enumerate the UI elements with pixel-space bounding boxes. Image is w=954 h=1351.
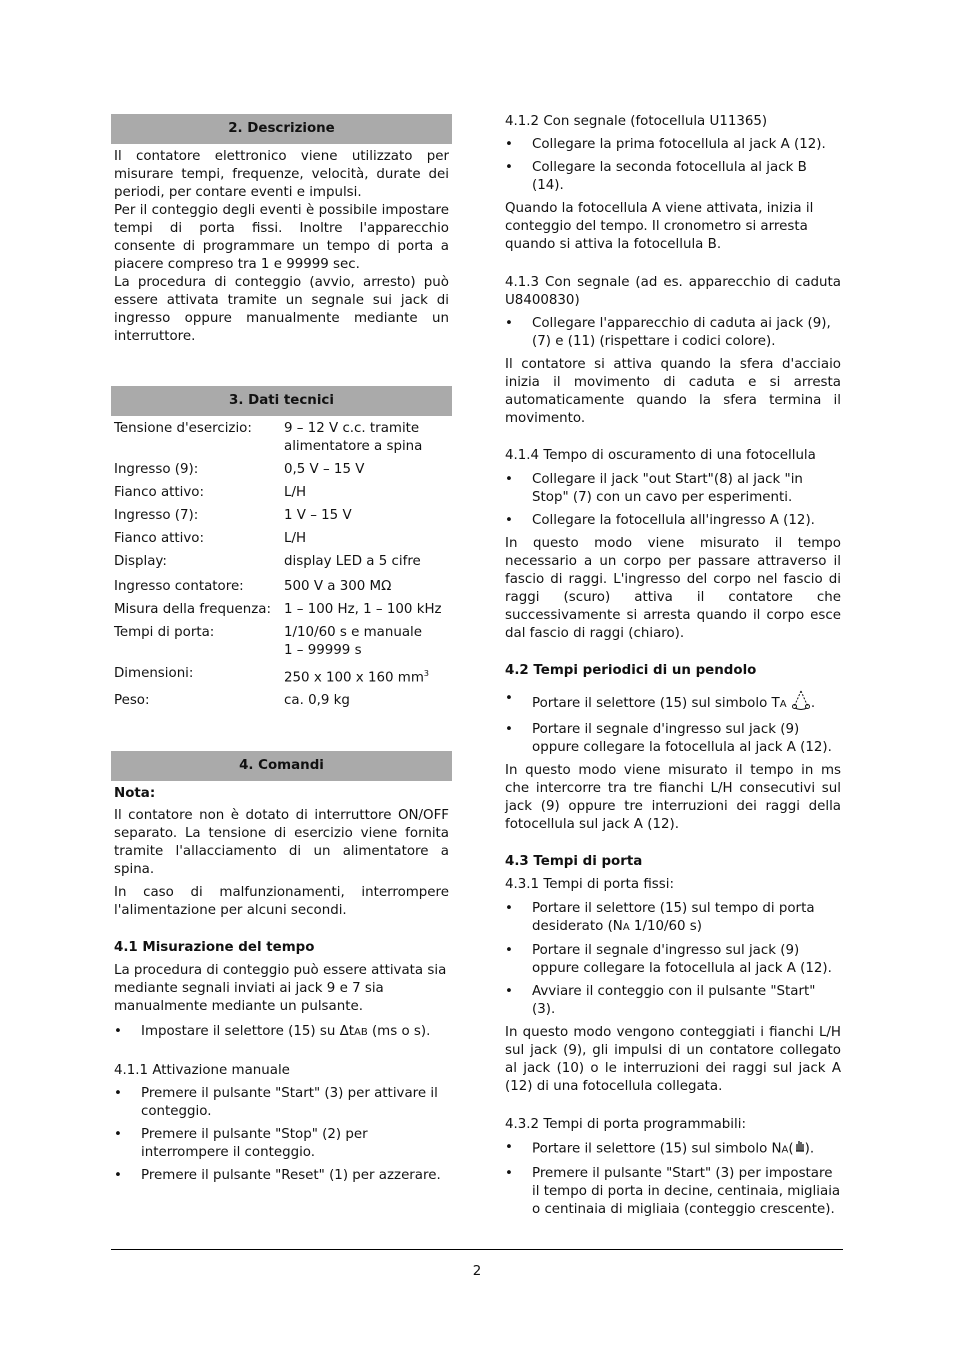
section-4-3-1-paragraph: In questo modo vengono conteggiati i fianchi L/H sul jack (9), gli impulsi di un contatore collegato al jack (10) o le interruzioni dei raggi sul jack A (12) di una fotocellula collegata. [505, 1025, 841, 1094]
section-4-3-1-title: 4.3.1 Tempi di porta fissi: [505, 877, 674, 892]
footer-divider [111, 1249, 843, 1250]
spec-row [114, 461, 449, 479]
descrizione-paragraph-2: Per il conteggio degli eventi è possibile impostare tempi di porta fissi. Inoltre l'apparecchio consente di programmare un tempo di porta a piacere compreso tra 1 e 99999 sec. [114, 203, 449, 272]
section-4-1-4-paragraph: In questo modo viene misurato il tempo necessario a un corpo per passare attraverso il fascio di raggi. L'ingresso del corpo nel fascio di raggi (scuro) attiva il contatore che successivamente si arresta quando il corpo esce dal fascio di raggi (chiaro). [505, 536, 841, 641]
list-item: • Premere il pulsante "Start" (3) per impostare il tempo di porta in decine, centinaia, migliaia o centinaia di migliaia (conteggio crescente). [505, 1165, 841, 1219]
spec-label: Ingresso contatore: [114, 579, 244, 594]
spec-label: Ingresso (7): [114, 508, 199, 523]
spec-row [114, 484, 449, 502]
spec-value: ca. 0,9 kg [284, 693, 350, 709]
section-4-1-3-paragraph: Il contatore si attiva quando la sfera d'acciaio inizia il movimento di caduta e si arresta automaticamente quando la sfera termina il movimento. [505, 357, 841, 426]
spec-row [114, 530, 449, 548]
list-item: • Collegare l'apparecchio di caduta ai jack (9), (7) e (11) (rispettare i codici colore). [505, 315, 841, 351]
list-item: • Collegare la prima fotocellula al jack A (12). [505, 136, 841, 154]
list-item: • Impostare il selettore (15) su ΔtAB (ms o s). [114, 1023, 449, 1042]
specs-table [111, 420, 452, 710]
page-number: 2 [472, 1264, 482, 1279]
list-item: • Premere il pulsante "Reset" (1) per azzerare. [114, 1167, 449, 1185]
section-4-2-title: 4.2 Tempi periodici di un pendolo [505, 663, 757, 678]
list-item: • Portare il selettore (15) sul tempo di porta desiderato (NA 1/10/60 s) [505, 900, 841, 937]
list-item: • Premere il pulsante "Stop" (2) per interrompere il conteggio. [114, 1126, 449, 1162]
spec-label: Peso: [114, 693, 150, 709]
spec-value: L/H [284, 485, 307, 500]
section-4-1-2-paragraph: Quando la fotocellula A viene attivata, inizia il conteggio del tempo. Il cronometro si arresta quando si attiva la fotocellula B. [505, 201, 814, 252]
left-column [111, 114, 452, 1185]
section-4-1-2-title: 4.1.2 Con segnale (fotocellula U11365) [505, 114, 768, 129]
spec-value: display LED a 5 cifre [284, 554, 421, 569]
spec-row [114, 420, 449, 456]
spec-row [114, 578, 449, 596]
section-4-3-title: 4.3 Tempi di porta [505, 854, 643, 869]
spec-label: Dimensioni: [114, 666, 194, 681]
list-item: • Portare il segnale d'ingresso sul jack (9) oppure collegare la fotocellula al jack A (12). [505, 721, 841, 757]
spec-row [114, 553, 449, 571]
spec-value: 0,5 V – 15 V [284, 462, 365, 477]
section-4-2-paragraph: In questo modo viene misurato il tempo in ms che intercorre tra tre fianchi L/H consecutivi sul jack (9) oppure tre interruzioni dei raggi della fotocellula sul jack A (12). [505, 763, 841, 832]
spec-value: L/H [284, 531, 307, 546]
section-header-comandi: 4. Comandi [111, 751, 452, 781]
section-4-1-paragraph: La procedura di conteggio può essere attivata sia mediante segnali inviati ai jack 9 e 7 sia manualmente mediante un pulsante. [114, 963, 447, 1015]
list-item: • Portare il selettore (15) sul simbolo NA( ). [505, 1139, 841, 1160]
descrizione-paragraph-3: La procedura di conteggio (avvio, arresto) può essere attivata tramite un segnale sui jack di ingresso oppure manualmente mediante un interruttore. [114, 275, 449, 344]
spec-value: 500 V a 300 MΩ [284, 579, 392, 594]
list-item: • Collegare la seconda fotocellula al jack B (14). [505, 159, 841, 195]
spec-label: Fianco attivo: [114, 485, 205, 500]
spec-label: Misura della frequenza: [114, 602, 271, 617]
section-header-dati-tecnici: 3. Dati tecnici [111, 386, 452, 416]
spec-row [114, 601, 449, 619]
spec-label: Tensione d'esercizio: [114, 421, 252, 436]
section-header-descrizione: 2. Descrizione [111, 114, 452, 144]
spec-value: 1 – 100 Hz, 1 – 100 kHz [284, 602, 442, 617]
section-4-1-1-title: 4.1.1 Attivazione manuale [114, 1063, 290, 1079]
section-4-1-title: 4.1 Misurazione del tempo [114, 940, 315, 956]
list-item: • Portare il selettore (15) sul simbolo TA . [505, 690, 841, 716]
list-item: • Collegare il jack "out Start"(8) al jack "in Stop" (7) con un cavo per esperimenti. [505, 471, 841, 507]
list-item: • Collegare la fotocellula all'ingresso A (12). [505, 512, 841, 530]
spec-row [114, 624, 449, 660]
list-item: • Avviare il conteggio con il pulsante "Start" (3). [505, 983, 841, 1019]
spec-label: Tempi di porta: [114, 625, 215, 640]
list-item: • Premere il pulsante "Start" (3) per attivare il conteggio. [114, 1085, 449, 1121]
nota-label: Nota: [114, 786, 156, 802]
nota-paragraph-1: Il contatore non è dotato di interruttore ON/OFF separato. La tensione di esercizio viene fornita tramite l'allacciamento di un alimentatore a spina. [114, 808, 449, 878]
spec-label: Display: [114, 554, 167, 569]
section-4-1-4-title: 4.1.4 Tempo di oscuramento di una fotocellula [505, 448, 816, 463]
spec-row [114, 692, 449, 710]
spec-row [114, 507, 449, 525]
spec-value: 1 V – 15 V [284, 508, 352, 523]
hand-icon [794, 1139, 805, 1158]
spec-row [114, 665, 449, 687]
nota-paragraph-2: In caso di malfunzionamenti, interrompere l'alimentazione per alcuni secondi. [114, 885, 449, 919]
right-column [505, 113, 841, 1219]
spec-label: Ingresso (9): [114, 462, 199, 477]
spec-value: 250 x 100 x 160 $mm^3$ [284, 669, 429, 686]
pendulum-icon [791, 690, 811, 716]
section-4-1-3-title: 4.1.3 Con segnale (ad es. apparecchio di caduta U8400830) [505, 275, 841, 308]
spec-value: 1/10/60 s e manuale 1 – 99999 s [284, 625, 422, 658]
list-item: • Portare il segnale d'ingresso sul jack (9) oppure collegare la fotocellula al jack A (12). [505, 942, 841, 978]
descrizione-paragraph-1: Il contatore elettronico viene utilizzato per misurare tempi, frequenze, velocità, durate dei periodi, per contare eventi e impulsi. [114, 149, 449, 200]
spec-label: Fianco attivo: [114, 531, 205, 546]
spec-value: 9 – 12 V c.c. tramite alimentatore a spina [284, 421, 423, 454]
section-4-3-2-title: 4.3.2 Tempi di porta programmabili: [505, 1117, 746, 1132]
